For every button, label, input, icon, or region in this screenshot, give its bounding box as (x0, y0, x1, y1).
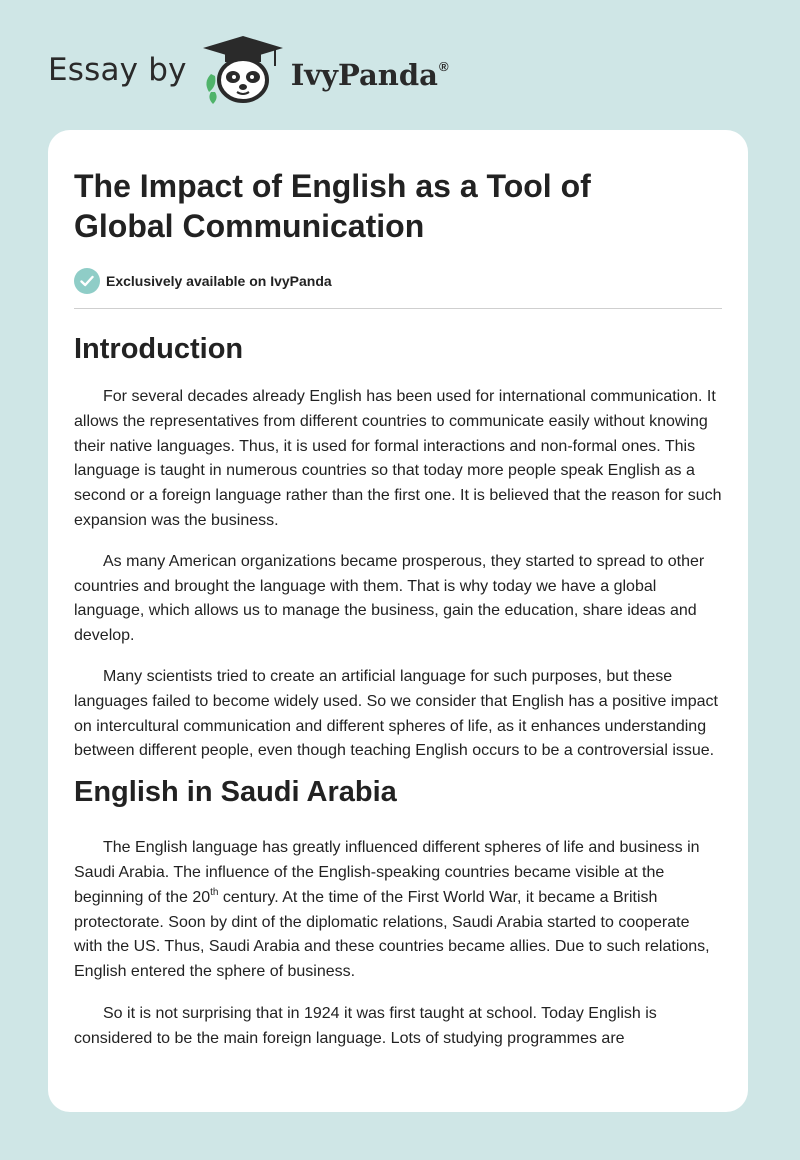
essay-by-label: Essay by (48, 52, 187, 88)
panda-logo-icon[interactable] (201, 34, 285, 111)
check-icon (74, 268, 100, 294)
essay-title: The Impact of English as a Tool of Global Communication (74, 168, 591, 244)
paragraph: As many American organizations became prosperous, they started to spread to other countries and brought the language with them. That is why today we have a global language, which allows us to manage the business, gain the education, share ideas and develop. (74, 552, 705, 645)
exclusive-badge (74, 268, 722, 294)
brand-name[interactable]: IvyPanda® (290, 58, 449, 92)
section-heading-saudi-arabia: English in Saudi Arabia (74, 776, 397, 809)
registered-mark: ® (438, 59, 449, 74)
divider (74, 308, 722, 309)
paragraph: So it is not surprising that in 1924 it was first taught at school. Today English is considered to be the main foreign language. Lots of studying programmes are (74, 1004, 657, 1047)
paragraph: Many scientists tried to create an artificial language for such purposes, but these languages failed to become widely used. So we consider that English has a positive impact on intercultural communication and different spheres of life, as it enhances understanding between different people, even though teaching English occurs to be a controversial issue. (74, 667, 718, 760)
site-header (48, 36, 508, 112)
paragraph: For several decades already English has been used for international communication. It allows the representatives from different countries to communicate easily without knowing their native languages. Thus, it is used for formal interactions and non-formal ones. This language is taught in numerous countries so that today more people speak English as a second or a foreign language rather than the first one. It is believed that the reason for such expansion was the business. (74, 388, 722, 529)
paragraph: The English language has greatly influenced different spheres of life and business in Saudi Arabia. The influence of the English-speaking countries became visible at the beginning of the 20th century. At the time of the First World War, it became a British protectorate. Soon by dint of the diplomatic relations, Saudi Arabia started to cooperate with the US. Thus, Saudi Arabia and these countries became allies. Due to such relations, English entered the sphere of business. (74, 839, 710, 981)
exclusive-label: Exclusively available on IvyPanda (106, 273, 332, 289)
section-heading-introduction: Introduction (74, 333, 244, 365)
essay-card (48, 130, 748, 1112)
